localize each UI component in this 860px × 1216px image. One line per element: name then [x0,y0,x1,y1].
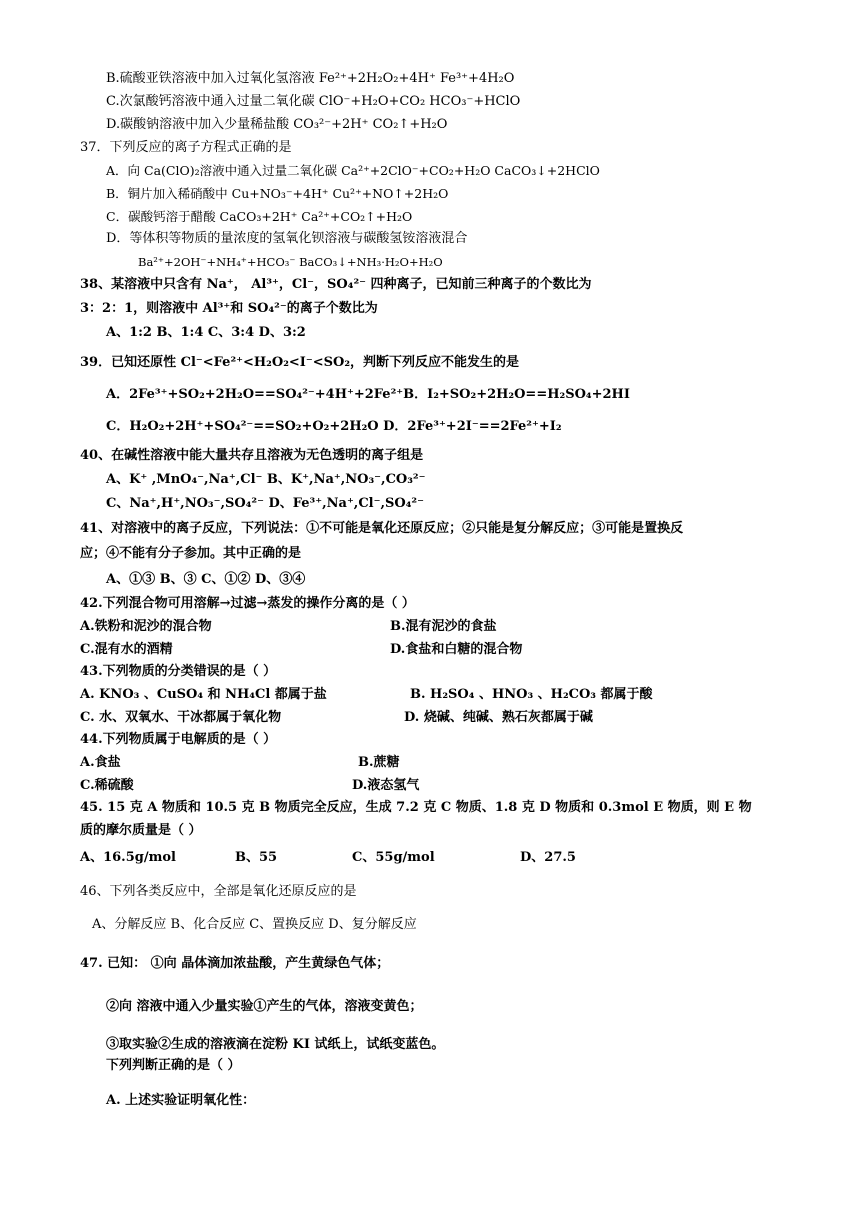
q37-option-a: A．向 Ca(ClO)₂溶液中通入过量二氧化碳 Ca²⁺+2ClO⁻+CO₂+H₂O CaCO₃↓+2HClO [106,163,600,178]
q42-option-d: D.食盐和白糖的混合物 [390,642,523,657]
q36-option-b: B.硫酸亚铁溶液中加入过氧化氢溶液 Fe²⁺+2H₂O₂+4H⁺ Fe³⁺+4H₂O [106,71,515,86]
q38-stem-line1: 38、某溶液中只含有 Na⁺， Al³⁺，Cl⁻，SO₄²⁻ 四种离子，已知前三种离子的个数比为 [80,277,592,292]
q44-option-a: A.食盐 [80,755,121,770]
q44-option-b: B.蔗糖 [358,755,400,770]
q44-option-d: D.液态氢气 [352,778,420,793]
q47-option-a: A. 上述实验证明氧化性： [106,1093,256,1108]
q37-option-d-equation: Ba²⁺+2OH⁻+NH₄⁺+HCO₃⁻ BaCO₃↓+NH₃·H₂O+H₂O [138,255,443,269]
q41-stem-line2: 应；④不能有分子参加。其中正确的是 [80,546,302,561]
q39-stem: 39．已知还原性 Cl⁻<Fe²⁺<H₂O₂<I⁻<SO₂，判断下列反应不能发生的是 [80,355,520,370]
q46-options: A、分解反应 B、化合反应 C、置换反应 D、复分解反应 [92,917,417,932]
q45-stem-line1: 45. 15 克 A 物质和 10.5 克 B 物质完全反应，生成 7.2 克 C 物质、1.8 克 D 物质和 0.3mol E 物质，则 E 物 [80,800,752,815]
q45-stem-line2: 质的摩尔质量是（ ） [80,823,202,838]
q40-options-ab: A、K⁺ ,MnO₄⁻,Na⁺,Cl⁻ B、K⁺,Na⁺,NO₃⁻,CO₃²⁻ [106,472,426,487]
q43-option-c: C. 水、双氧水、干冰都属于氧化物 [80,710,282,725]
q38-stem-line2: 3：2：1，则溶液中 Al³⁺和 SO₄²⁻的离子个数比为 [80,301,378,316]
q36-option-c: C.次氯酸钙溶液中通入过量二氧化碳 ClO⁻+H₂O+CO₂ HCO₃⁻+HClO [106,94,521,109]
q44-stem: 44.下列物质属于电解质的是（ ） [80,732,277,747]
q42-option-b: B.混有泥沙的食盐 [390,619,497,634]
q42-stem: 42.下列混合物可用溶解→过滤→蒸发的操作分离的是（ ） [80,596,415,611]
q46-stem: 46、下列各类反应中，全部是氧化还原反应的是 [80,884,357,899]
q42-option-a: A.铁粉和泥沙的混合物 [80,619,212,634]
q39-options-ab: A．2Fe³⁺+SO₂+2H₂O==SO₄²⁻+4H⁺+2Fe²⁺B．I₂+SO₂+2H₂O==H₂SO₄+2HI [106,387,630,402]
q47-step3: ③取实验②生成的溶液滴在淀粉 KI 试纸上，试纸变蓝色。 [106,1037,445,1052]
q39-options-cd: C．H₂O₂+2H⁺+SO₄²⁻==SO₂+O₂+2H₂O D．2Fe³⁺+2I⁻==2Fe²⁺+I₂ [106,419,562,434]
q45-option-c: C、55g/mol [352,850,435,865]
q45-option-d: D、27.5 [520,850,576,865]
q45-option-b: B、55 [235,850,278,865]
q43-option-d: D. 烧碱、纯碱、熟石灰都属于碱 [404,710,593,725]
q47-step2: ②向 溶液中通入少量实验①产生的气体，溶液变黄色； [106,999,423,1014]
q45-option-a: A、16.5g/mol [80,850,176,865]
q44-option-c: C.稀硫酸 [80,778,134,793]
q43-option-a: A. KNO₃ 、CuSO₄ 和 NH₄Cl 都属于盐 [80,687,327,702]
q37-option-b: B．铜片加入稀硝酸中 Cu+NO₃⁻+4H⁺ Cu²⁺+NO↑+2H₂O [106,186,449,201]
q41-stem-line1: 41、对溶液中的离子反应，下列说法：①不可能是氧化还原反应；②只能是复分解反应；③可能是置换反 [80,521,684,536]
q40-stem: 40、在碱性溶液中能大量共存且溶液为无色透明的离子组是 [80,448,424,463]
q42-option-c: C.混有水的酒精 [80,642,173,657]
q37-option-d: D．等体积等物质的量浓度的氢氧化钡溶液与碳酸氢铵溶液混合 [106,231,468,246]
q36-option-d: D.碳酸钠溶液中加入少量稀盐酸 CO₃²⁻+2H⁺ CO₂↑+H₂O [106,117,448,132]
q47-stem: 47. 已知： ①向 晶体滴加浓盐酸，产生黄绿色气体； [80,956,390,971]
q43-stem: 43.下列物质的分类错误的是（ ） [80,664,277,679]
q37-option-c: C．碳酸钙溶于醋酸 CaCO₃+2H⁺ Ca²⁺+CO₂↑+H₂O [106,209,413,224]
q38-options: A、1:2 B、1:4 C、3:4 D、3:2 [106,325,306,340]
q47-question: 下列判断正确的是（ ） [106,1058,241,1073]
q40-options-cd: C、Na⁺,H⁺,NO₃⁻,SO₄²⁻ D、Fe³⁺,Na⁺,Cl⁻,SO₄²⁻ [106,496,424,511]
q41-options: A、①③ B、③ C、①② D、③④ [106,572,306,587]
q37-stem: 37．下列反应的离子方程式正确的是 [80,140,292,155]
q43-option-b: B. H₂SO₄ 、HNO₃ 、H₂CO₃ 都属于酸 [410,687,653,702]
